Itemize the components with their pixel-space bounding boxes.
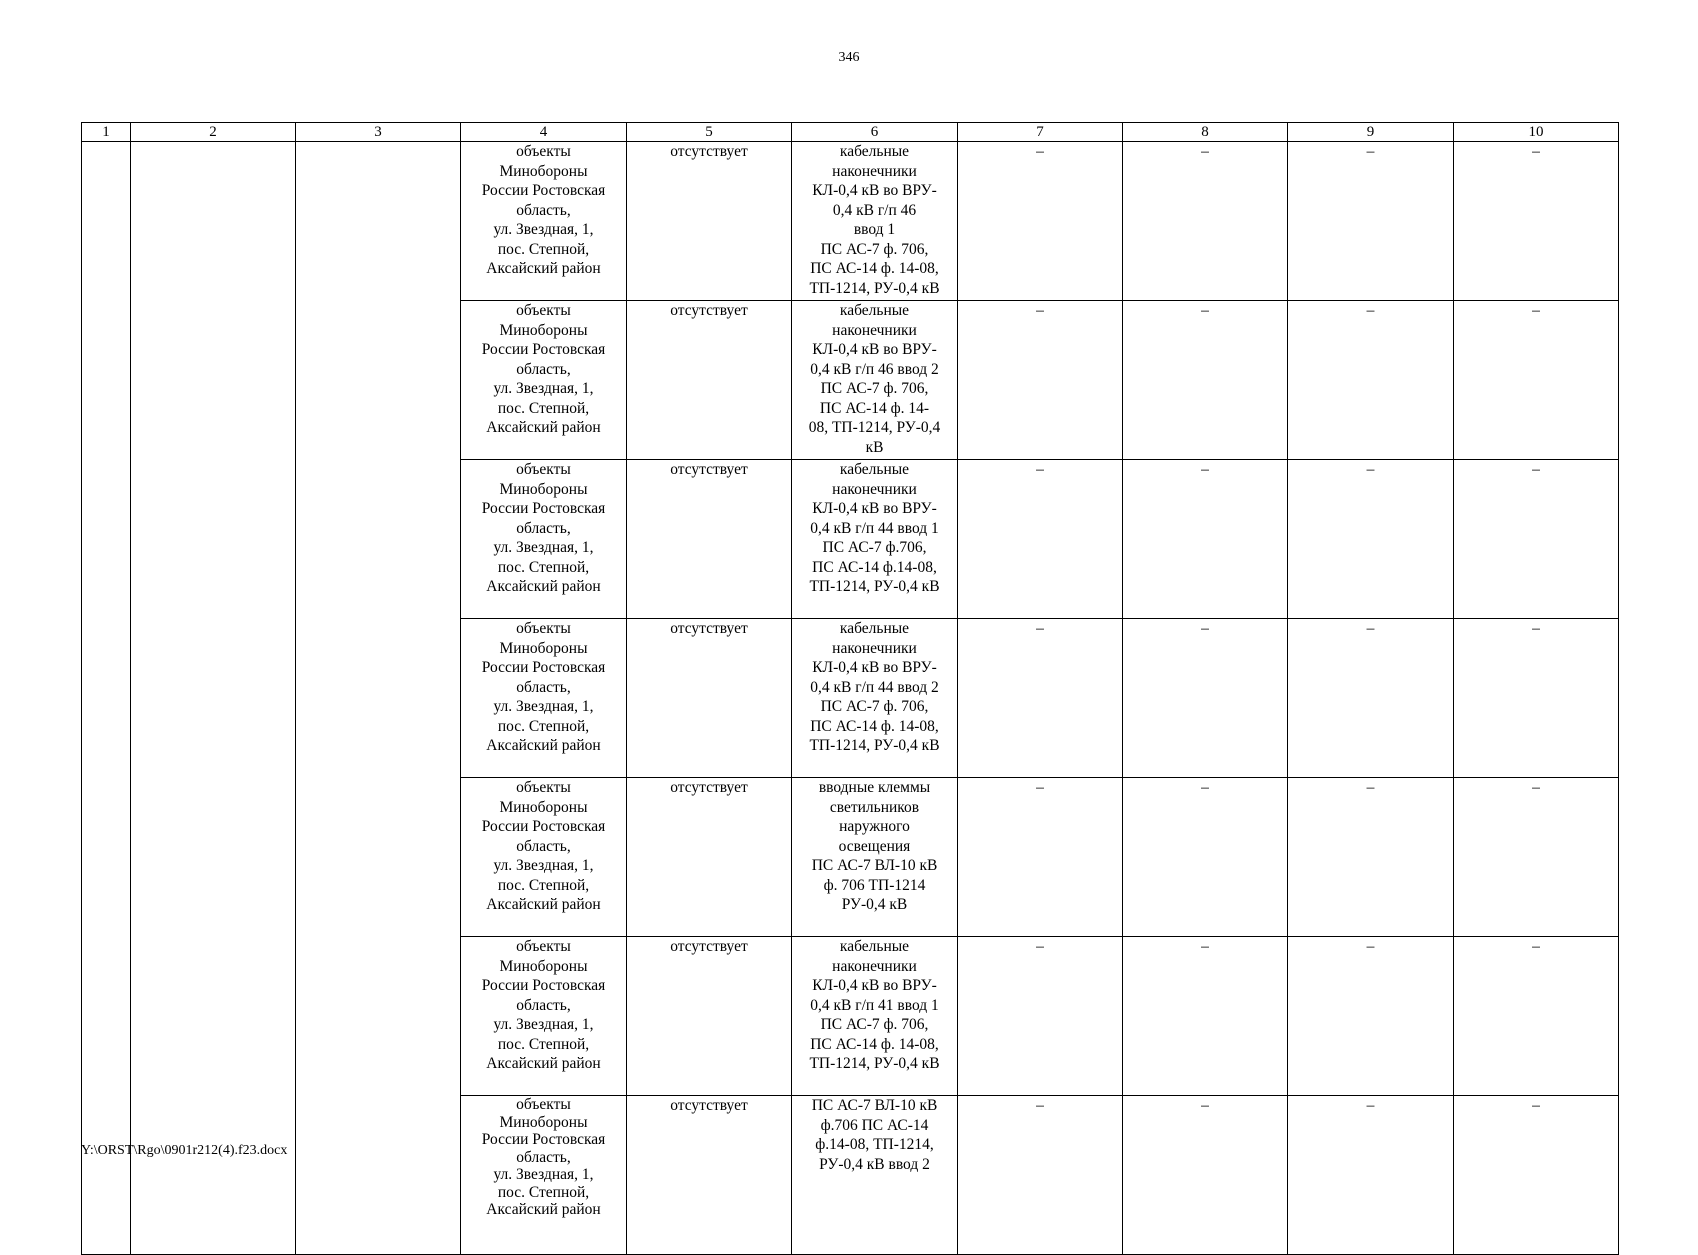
dash-cell: – bbox=[1454, 460, 1619, 619]
dash-cell: – bbox=[958, 619, 1123, 778]
column-header: 9 bbox=[1288, 123, 1454, 142]
dash-cell: – bbox=[1288, 778, 1454, 937]
status-cell: отсутствует bbox=[627, 460, 792, 619]
column-header: 4 bbox=[461, 123, 627, 142]
status-cell: отсутствует bbox=[627, 778, 792, 937]
point-cell: кабельные наконечники КЛ-0,4 кВ во ВРУ- 0,4 кВ г/п 46 ввод 2 ПС АС-7 ф. 706, ПС АС-14 ф. 14- 08, ТП-1214, РУ-0,4 кВ bbox=[792, 301, 958, 460]
dash-cell: – bbox=[958, 301, 1123, 460]
status-cell: отсутствует bbox=[627, 142, 792, 301]
status-cell: отсутствует bbox=[627, 937, 792, 1096]
dash-cell: – bbox=[1123, 1096, 1288, 1255]
point-cell: кабельные наконечники КЛ-0,4 кВ во ВРУ- 0,4 кВ г/п 46 ввод 1 ПС АС-7 ф. 706, ПС АС-14 ф. 14-08, ТП-1214, РУ-0,4 кВ bbox=[792, 142, 958, 301]
object-cell: объекты Минобороны России Ростовская область, ул. Звездная, 1, пос. Степной, Аксайский район bbox=[461, 937, 627, 1096]
col-1-empty-cell bbox=[82, 142, 131, 1255]
col-3-empty-cell bbox=[296, 142, 461, 1255]
dash-cell: – bbox=[1288, 1096, 1454, 1255]
dash-cell: – bbox=[1454, 301, 1619, 460]
dash-cell: – bbox=[1454, 937, 1619, 1096]
dash-cell: – bbox=[1123, 778, 1288, 937]
column-header: 2 bbox=[131, 123, 296, 142]
dash-cell: – bbox=[958, 778, 1123, 937]
dash-cell: – bbox=[1288, 460, 1454, 619]
dash-cell: – bbox=[958, 1096, 1123, 1255]
dash-cell: – bbox=[958, 142, 1123, 301]
status-cell: отсутствует bbox=[627, 1096, 792, 1255]
dash-cell: – bbox=[1123, 301, 1288, 460]
column-header: 7 bbox=[958, 123, 1123, 142]
page-number: 346 bbox=[838, 50, 860, 65]
object-cell: объекты Минобороны России Ростовская область, ул. Звездная, 1, пос. Степной, Аксайский район bbox=[461, 142, 627, 301]
object-cell: объекты Минобороны России Ростовская область, ул. Звездная, 1, пос. Степной, Аксайский район bbox=[461, 778, 627, 937]
dash-cell: – bbox=[1454, 142, 1619, 301]
header-row bbox=[82, 123, 1619, 142]
dash-cell: – bbox=[1288, 142, 1454, 301]
point-cell: вводные клеммы светильников наружного освещения ПС АС-7 ВЛ-10 кВ ф. 706 ТП-1214 РУ-0,4 кВ bbox=[792, 778, 958, 937]
column-header: 6 bbox=[792, 123, 958, 142]
dash-cell: – bbox=[1288, 619, 1454, 778]
dash-cell: – bbox=[1454, 1096, 1619, 1255]
point-cell: кабельные наконечники КЛ-0,4 кВ во ВРУ- 0,4 кВ г/п 44 ввод 1 ПС АС-7 ф.706, ПС АС-14 ф.14-08, ТП-1214, РУ-0,4 кВ bbox=[792, 460, 958, 619]
data-table bbox=[81, 122, 1619, 1255]
dash-cell: – bbox=[1454, 619, 1619, 778]
object-cell: объекты Минобороны России Ростовская область, ул. Звездная, 1, пос. Степной, Аксайский район bbox=[461, 619, 627, 778]
dash-cell: – bbox=[1123, 142, 1288, 301]
column-header: 10 bbox=[1454, 123, 1619, 142]
point-cell: кабельные наконечники КЛ-0,4 кВ во ВРУ- 0,4 кВ г/п 44 ввод 2 ПС АС-7 ф. 706, ПС АС-14 ф. 14-08, ТП-1214, РУ-0,4 кВ bbox=[792, 619, 958, 778]
column-header: 3 bbox=[296, 123, 461, 142]
dash-cell: – bbox=[1123, 619, 1288, 778]
object-cell: объекты Минобороны России Ростовская область, ул. Звездная, 1, пос. Степной, Аксайский район bbox=[461, 1096, 627, 1255]
dash-cell: – bbox=[1288, 301, 1454, 460]
status-cell: отсутствует bbox=[627, 619, 792, 778]
dash-cell: – bbox=[958, 460, 1123, 619]
dash-cell: – bbox=[1123, 460, 1288, 619]
dash-cell: – bbox=[1123, 937, 1288, 1096]
object-cell: объекты Минобороны России Ростовская область, ул. Звездная, 1, пос. Степной, Аксайский район bbox=[461, 301, 627, 460]
status-cell: отсутствует bbox=[627, 301, 792, 460]
dash-cell: – bbox=[958, 937, 1123, 1096]
table-row bbox=[82, 142, 1619, 301]
column-header: 5 bbox=[627, 123, 792, 142]
footer-file-path: Y:\ORST\Rgo\0901r212(4).f23.docx bbox=[81, 1143, 288, 1158]
point-cell: кабельные наконечники КЛ-0,4 кВ во ВРУ- 0,4 кВ г/п 41 ввод 1 ПС АС-7 ф. 706, ПС АС-14 ф. 14-08, ТП-1214, РУ-0,4 кВ bbox=[792, 937, 958, 1096]
column-header: 8 bbox=[1123, 123, 1288, 142]
column-header: 1 bbox=[82, 123, 131, 142]
col-2-empty-cell bbox=[131, 142, 296, 1255]
object-cell: объекты Минобороны России Ростовская область, ул. Звездная, 1, пос. Степной, Аксайский район bbox=[461, 460, 627, 619]
dash-cell: – bbox=[1454, 778, 1619, 937]
dash-cell: – bbox=[1288, 937, 1454, 1096]
point-cell: ПС АС-7 ВЛ-10 кВ ф.706 ПС АС-14 ф.14-08, ТП-1214, РУ-0,4 кВ ввод 2 bbox=[792, 1096, 958, 1255]
